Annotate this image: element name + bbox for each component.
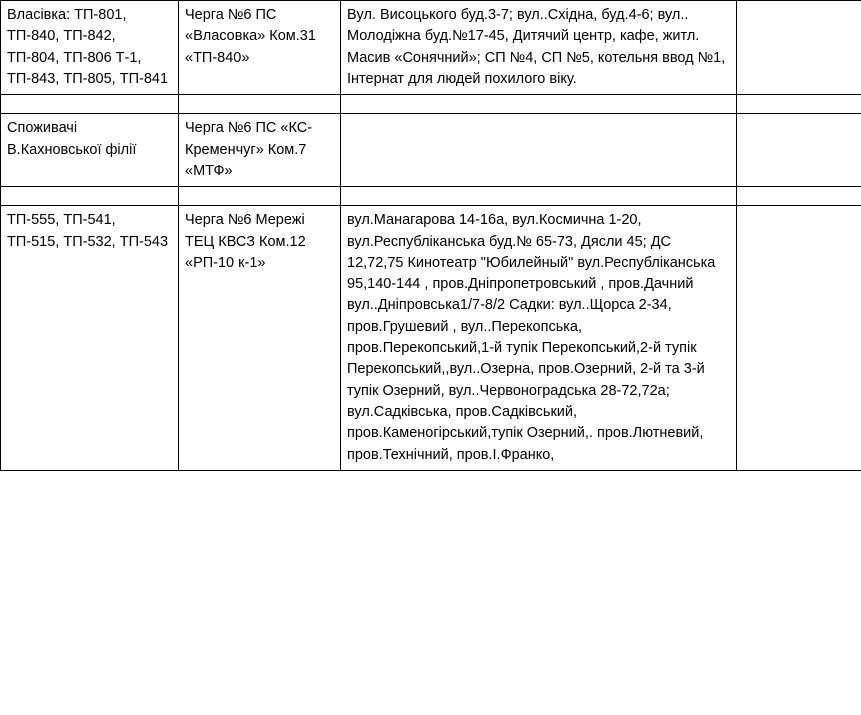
cell-addresses: Вул. Висоцького буд.3-7; вул..Східна, буд.4-6; вул.. Молодіжна буд.№17-45, Дитячий центр, кафе, житл. Масив «Сонячний»; СП №4, СП №5, котельня ввод №1, Інтернат для людей похилого віку.: [341, 1, 737, 95]
spacer-cell-2: [179, 187, 341, 206]
cell-queue: Черга №6 ПС «КС-Кременчуг» Ком.7 «МТФ»: [179, 114, 341, 187]
cell-queue: Черга №6 ПС «Власовка» Ком.31 «ТП-840»: [179, 1, 341, 95]
table-row: [1, 1, 861, 95]
cell-transformer-stations: ТП-555, ТП-541, ТП-515, ТП-532, ТП-543: [1, 206, 179, 471]
cell-addresses: вул.Манагарова 14-16а, вул.Космична 1-20, вул.Республіканська буд.№ 65-73, Дясли 45; ДС 12,72,75 Кинотеатр "Юбилейный" вул.Республіканська 95,140-144 , пров.Дніпропетровський , пров.Дачний вул..Дніпровська1/7-8/2 Садки: вул..Щорса 2-34, пров.Грушевий , вул..Перекопська, пров.Перекопський,1-й тупік Перекопський,2-й тупік Перекопський,,вул..Озерна, пров.Озерний, 2-й та 3-й тупік Озерний, вул..Червоноградська 28-72,72а; вул.Садківська, пров.Садківський, пров.Каменогірський,тупік Озерний,. пров.Лютневий, пров.Технічний, пров.І.Франко,: [341, 206, 737, 471]
cell-extra: [737, 114, 861, 187]
table-row-spacer: [1, 95, 861, 114]
spacer-cell-4: [737, 95, 861, 114]
spacer-cell-1: [1, 187, 179, 206]
spacer-cell-2: [179, 95, 341, 114]
spacer-cell-1: [1, 95, 179, 114]
spacer-cell-4: [737, 187, 861, 206]
table-row: [1, 114, 861, 187]
table-body: [1, 1, 861, 471]
cell-transformer-stations: Споживачі В.Кахновської філії: [1, 114, 179, 187]
spacer-cell-3: [341, 187, 737, 206]
spacer-cell-3: [341, 95, 737, 114]
table-row-spacer: [1, 187, 861, 206]
cell-transformer-stations: Власівка: ТП-801, ТП-840, ТП-842, ТП-804, ТП-806 Т-1, ТП-843, ТП-805, ТП-841: [1, 1, 179, 95]
cell-extra: [737, 1, 861, 95]
cell-extra: [737, 206, 861, 471]
table-row: [1, 206, 861, 471]
cell-addresses: [341, 114, 737, 187]
cell-queue: Черга №6 Мережі ТЕЦ КВСЗ Ком.12 «РП-10 к-1»: [179, 206, 341, 471]
